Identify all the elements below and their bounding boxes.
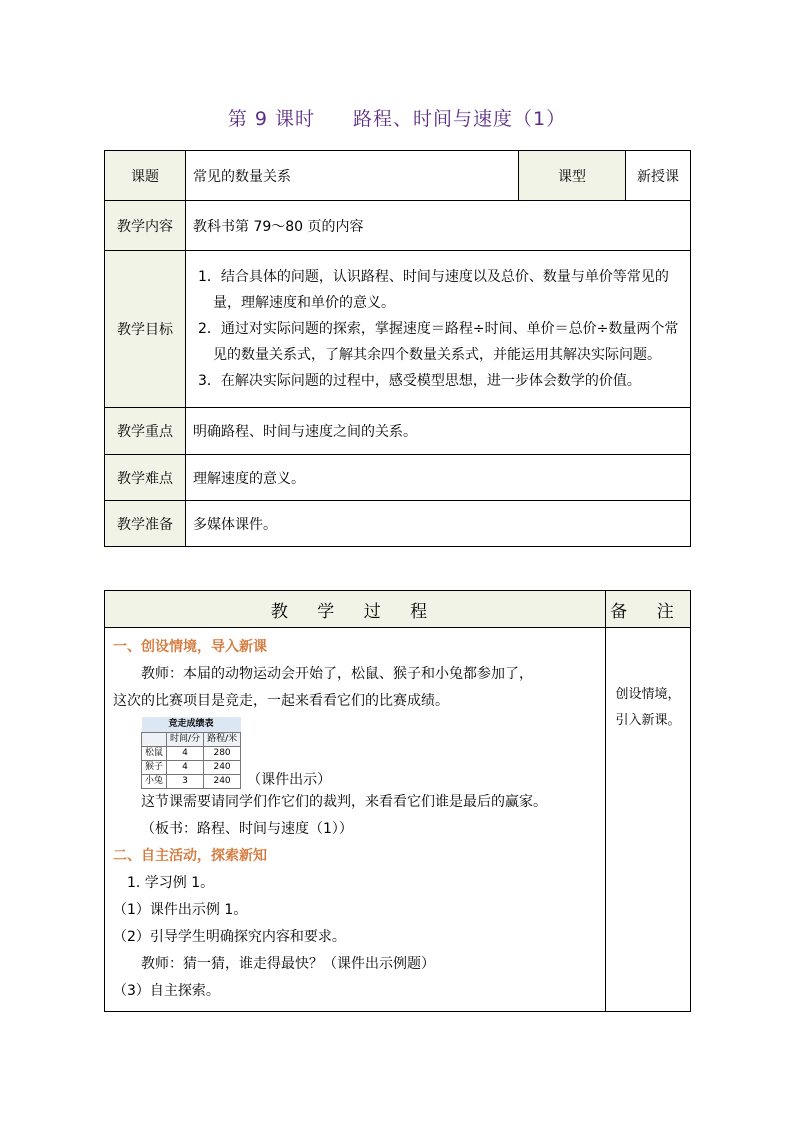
race-table-caption: 竞走成绩表 — [142, 717, 241, 733]
goal-item: 1．结合具体的问题，认识路程、时间与速度以及总价、数量与单价等常见的量，理解速度和单价的意义。 — [198, 269, 669, 311]
lesson-topic: 路程、时间与速度（1） — [353, 108, 567, 130]
step: （3）自主探索。 — [113, 983, 220, 999]
note-line: 创设情境， — [615, 687, 681, 702]
goal-label: 教学目标 — [105, 251, 186, 408]
paragraph: 教师：猜一猜，谁走得最快？（课件出示例题） — [141, 956, 435, 972]
process-header-row — [105, 591, 691, 628]
goal-list — [186, 251, 691, 408]
race-cell: 240 — [204, 775, 241, 789]
subject-row — [105, 151, 691, 201]
notes-column — [606, 628, 691, 1012]
race-table-header — [142, 733, 241, 747]
step: （2）引导学生明确探究内容和要求。 — [113, 929, 346, 945]
difficulty-row — [105, 455, 691, 501]
step: （1）课件出示例 1。 — [113, 902, 248, 918]
key-row — [105, 408, 691, 455]
board-note: （板书：路程、时间与速度（1）） — [141, 821, 353, 837]
race-header-cell: 时间/分 — [167, 733, 204, 747]
type-label: 课型 — [519, 151, 626, 201]
subject-label: 课题 — [105, 151, 186, 201]
process-header: 教 学 过 程 — [105, 591, 606, 628]
race-table-row — [142, 761, 241, 775]
difficulty-value: 理解速度的意义。 — [186, 455, 691, 501]
prep-row — [105, 501, 691, 547]
process-content — [105, 628, 606, 1012]
content-label: 教学内容 — [105, 201, 186, 251]
section-heading: 一、创设情境，导入新课 — [113, 639, 267, 655]
content-row — [105, 201, 691, 251]
race-cell: 3 — [167, 775, 204, 789]
notes-header: 备 注 — [606, 591, 691, 628]
difficulty-label: 教学难点 — [105, 455, 186, 501]
lesson-info-table — [104, 150, 691, 547]
paragraph: 教师：本届的动物运动会开始了，松鼠、猴子和小兔都参加了， — [141, 666, 533, 682]
step: 1. 学习例 1。 — [127, 875, 215, 891]
race-results-figure — [113, 717, 599, 789]
goal-item: 3．在解决实际问题的过程中，感受模型思想，进一步体会数学的价值。 — [198, 373, 641, 389]
courseware-note: （课件出示） — [247, 772, 332, 788]
race-cell: 280 — [204, 747, 241, 761]
race-cell: 小兔 — [142, 775, 167, 789]
teaching-process-table — [104, 590, 691, 1012]
paragraph: 这次的比赛项目是竞走，一起来看看它们的比赛成绩。 — [113, 693, 449, 709]
lesson-number: 第 9 课时 — [227, 108, 316, 130]
key-value: 明确路程、时间与速度之间的关系。 — [186, 408, 691, 455]
race-cell: 猴子 — [142, 761, 167, 775]
subject-value: 常见的数量关系 — [186, 151, 519, 201]
race-cell: 松鼠 — [142, 747, 167, 761]
race-table-row — [142, 775, 241, 789]
page-title — [0, 104, 794, 131]
paragraph: 这节课需要请同学们作它们的裁判，来看看它们谁是最后的赢家。 — [141, 794, 547, 810]
race-table-row — [142, 747, 241, 761]
section-heading: 二、自主活动，探索新知 — [113, 848, 267, 864]
note-line: 引入新课。 — [615, 713, 681, 728]
goal-item: 2．通过对实际问题的探索，掌握速度＝路程÷时间、单价＝总价÷数量两个常见的数量关系式，了解其余四个数量关系式，并能运用其解决实际问题。 — [198, 321, 679, 363]
process-body-row — [105, 628, 691, 1012]
type-value: 新授课 — [626, 151, 691, 201]
content-value: 教科书第 79～80 页的内容 — [186, 201, 691, 251]
race-cell: 4 — [167, 761, 204, 775]
race-cell: 240 — [204, 761, 241, 775]
prep-label: 教学准备 — [105, 501, 186, 547]
race-header-cell: 路程/米 — [204, 733, 241, 747]
key-label: 教学重点 — [105, 408, 186, 455]
race-cell: 4 — [167, 747, 204, 761]
race-header-cell — [142, 733, 167, 747]
goal-row — [105, 251, 691, 408]
race-results-table — [141, 717, 241, 789]
prep-value: 多媒体课件。 — [186, 501, 691, 547]
